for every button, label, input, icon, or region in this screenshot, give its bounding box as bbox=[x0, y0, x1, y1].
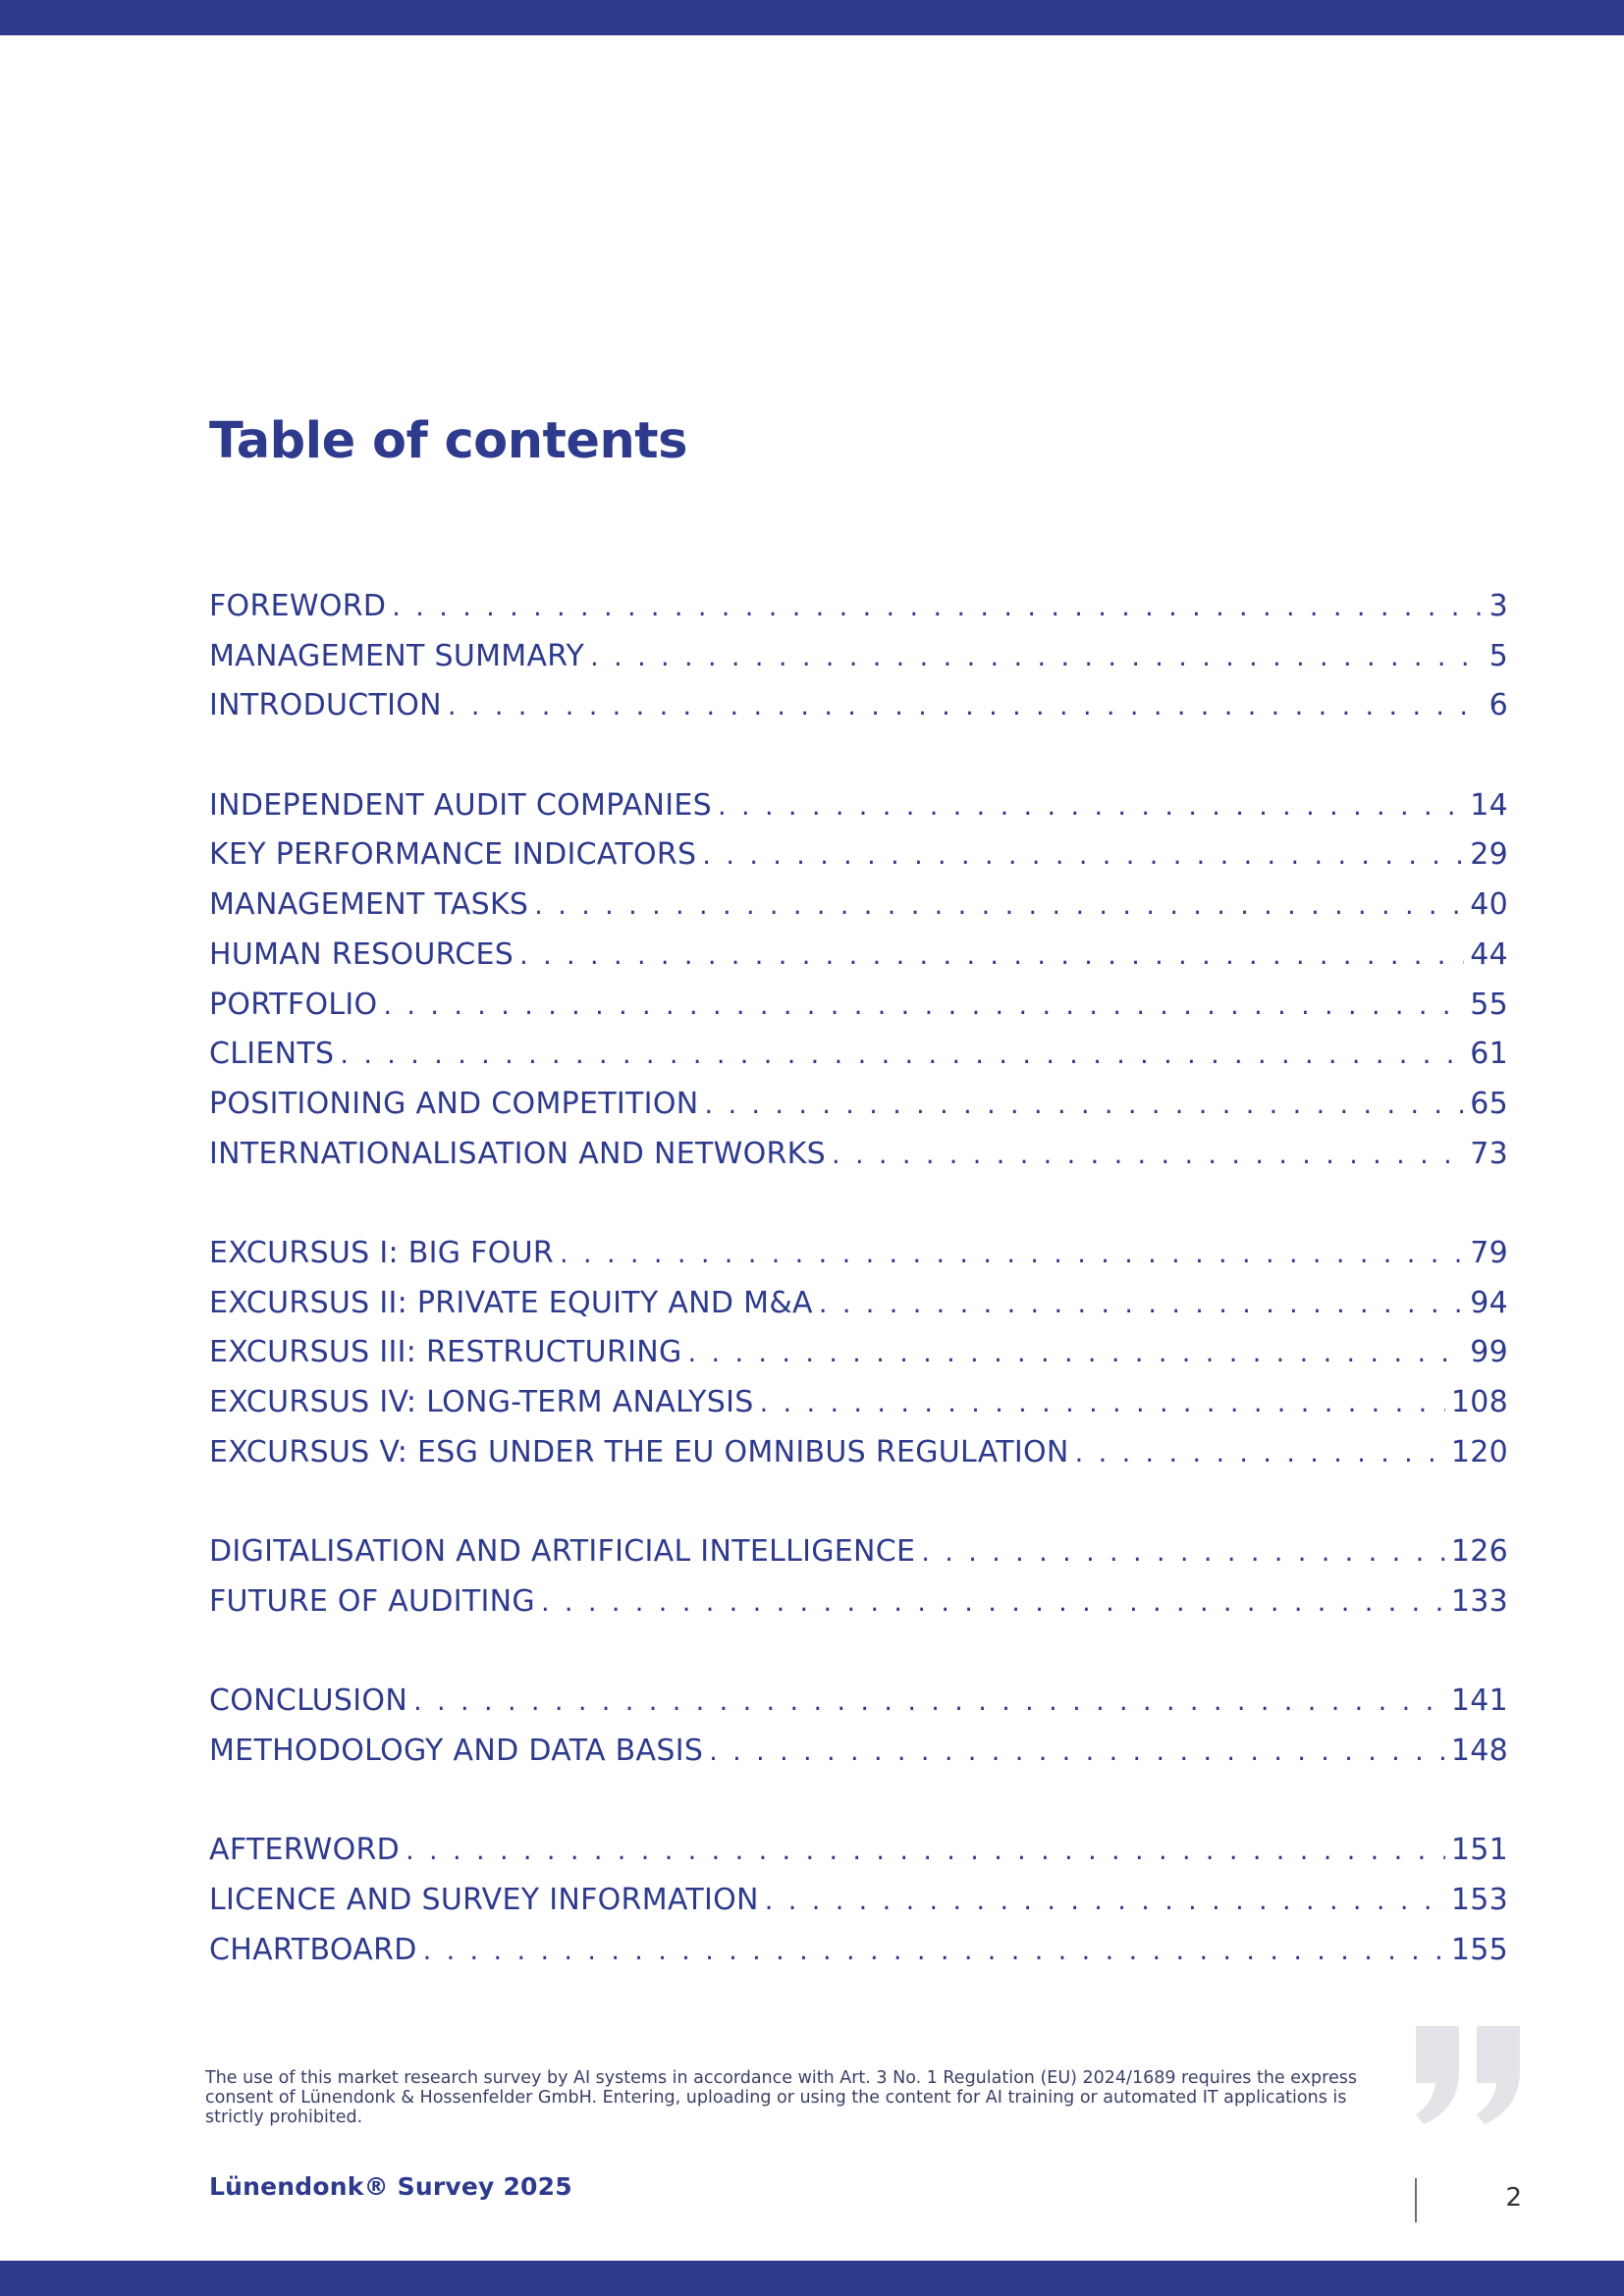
toc-entry-title: KEY PERFORMANCE INDICATORS bbox=[209, 837, 697, 873]
toc-entry[interactable] bbox=[209, 1137, 1508, 1187]
toc-dot-leader bbox=[392, 592, 1483, 622]
toc-dot-leader bbox=[688, 1338, 1465, 1368]
toc-entry-title: POSITIONING AND COMPETITION bbox=[209, 1086, 699, 1121]
toc-entry[interactable] bbox=[209, 589, 1508, 639]
toc-entry-page: 120 bbox=[1450, 1434, 1508, 1469]
toc-entry-page: 94 bbox=[1470, 1285, 1508, 1320]
toc-entry[interactable] bbox=[209, 1833, 1508, 1883]
toc-dot-leader bbox=[406, 1836, 1445, 1866]
bottom-accent-band bbox=[0, 2261, 1624, 2296]
toc-entry-title: DIGITALISATION AND ARTIFICIAL INTELLIGENCE bbox=[209, 1534, 916, 1570]
toc-entry-title: INDEPENDENT AUDIT COMPANIES bbox=[209, 787, 713, 823]
toc-entry-page: 79 bbox=[1470, 1235, 1508, 1270]
toc-dot-leader bbox=[383, 990, 1464, 1021]
toc-entry-title: INTRODUCTION bbox=[209, 688, 442, 723]
toc-entry-page: 6 bbox=[1489, 688, 1508, 723]
toc-entry-title: INTERNATIONALISATION AND NETWORKS bbox=[209, 1136, 826, 1171]
toc-dot-leader bbox=[921, 1537, 1445, 1568]
toc-entry-title: MANAGEMENT TASKS bbox=[209, 887, 529, 923]
toc-entry-page: 151 bbox=[1450, 1833, 1508, 1868]
toc-entry-title: EXCURSUS II: PRIVATE EQUITY AND M&A bbox=[209, 1285, 813, 1320]
quote-mark-left bbox=[1416, 2026, 1459, 2124]
toc-entry-title: PORTFOLIO bbox=[209, 987, 378, 1022]
toc-entry-page: 44 bbox=[1470, 936, 1508, 972]
toc-group-spacer bbox=[209, 1186, 1508, 1236]
toc-dot-leader bbox=[760, 1388, 1445, 1418]
toc-entry[interactable] bbox=[209, 1683, 1508, 1734]
toc-dot-leader bbox=[590, 642, 1483, 672]
toc-entry[interactable] bbox=[209, 988, 1508, 1038]
toc-entry[interactable] bbox=[209, 1385, 1508, 1435]
toc-entry[interactable] bbox=[209, 1286, 1508, 1336]
toc-entry-title: CHARTBOARD bbox=[209, 1932, 417, 1967]
toc-dot-leader bbox=[1075, 1438, 1445, 1468]
toc-entry-page: 73 bbox=[1470, 1136, 1508, 1171]
toc-dot-leader bbox=[560, 1239, 1464, 1269]
toc-entry-title: MANAGEMENT SUMMARY bbox=[209, 638, 585, 673]
toc-dot-leader bbox=[541, 1587, 1445, 1618]
toc-entry-page: 55 bbox=[1470, 987, 1508, 1022]
toc-dot-leader bbox=[448, 691, 1484, 721]
toc-entry-title: FUTURE OF AUDITING bbox=[209, 1583, 535, 1619]
toc-entry-page: 14 bbox=[1470, 787, 1508, 823]
toc-entry-title: EXCURSUS IV: LONG-TERM ANALYSIS bbox=[209, 1385, 754, 1419]
toc-dot-leader bbox=[340, 1040, 1464, 1070]
toc-entry-page: 108 bbox=[1450, 1385, 1508, 1419]
quote-mark-right bbox=[1477, 2026, 1520, 2124]
ai-usage-disclaimer: The use of this market research survey by AI systems in accordance with Art. 3 No. 1 Regulation (EU) 2024/1689 requires the express consent of Lünendonk & Hossenfelder GmbH. Entering, uploading or using the content for AI training or automated IT applications is strictly prohibited. bbox=[205, 2068, 1357, 2127]
toc-dot-leader bbox=[702, 840, 1464, 871]
toc-entry-page: 5 bbox=[1489, 638, 1508, 673]
toc-entry[interactable] bbox=[209, 1734, 1508, 1784]
toc-dot-leader bbox=[519, 940, 1464, 971]
toc-group-spacer bbox=[209, 1633, 1508, 1683]
toc-entry-title: LICENCE AND SURVEY INFORMATION bbox=[209, 1882, 759, 1917]
toc-entry[interactable] bbox=[209, 688, 1508, 738]
toc-entry[interactable] bbox=[209, 1236, 1508, 1286]
toc-entry[interactable] bbox=[209, 1037, 1508, 1087]
toc-entry-page: 65 bbox=[1470, 1086, 1508, 1121]
toc-entry[interactable] bbox=[209, 887, 1508, 937]
toc-entry[interactable] bbox=[209, 837, 1508, 887]
toc-entry[interactable] bbox=[209, 1883, 1508, 1933]
toc-dot-leader bbox=[705, 1090, 1465, 1120]
toc-entry-page: 99 bbox=[1470, 1335, 1508, 1370]
toc-entry-page: 61 bbox=[1470, 1037, 1508, 1072]
toc-entry[interactable] bbox=[209, 1435, 1508, 1485]
toc-entry-title: CLIENTS bbox=[209, 1037, 335, 1072]
toc-entry-page: 155 bbox=[1450, 1932, 1508, 1967]
toc-entry[interactable] bbox=[209, 1584, 1508, 1634]
toc-entry-page: 141 bbox=[1450, 1683, 1508, 1719]
toc-entry-title: AFTERWORD bbox=[209, 1833, 401, 1868]
toc-entry[interactable] bbox=[209, 937, 1508, 988]
toc-entry[interactable] bbox=[209, 1335, 1508, 1385]
toc-entry[interactable] bbox=[209, 1534, 1508, 1584]
toc-entry[interactable] bbox=[209, 1933, 1508, 1983]
toc-entry-title: EXCURSUS V: ESG UNDER THE EU OMNIBUS REGULATION bbox=[209, 1434, 1069, 1469]
toc-group-spacer bbox=[209, 1484, 1508, 1534]
quote-icon bbox=[1410, 2022, 1528, 2126]
toc-dot-leader bbox=[709, 1736, 1445, 1767]
toc-entry-page: 126 bbox=[1450, 1534, 1508, 1570]
toc-entry-title: METHODOLOGY AND DATA BASIS bbox=[209, 1733, 704, 1768]
toc-dot-leader bbox=[765, 1886, 1445, 1916]
toc-entry-page: 3 bbox=[1489, 589, 1508, 623]
table-of-contents bbox=[209, 589, 1508, 1982]
footer-brand: Lünendonk® Survey 2025 bbox=[209, 2172, 572, 2201]
toc-entry-title: EXCURSUS I: BIG FOUR bbox=[209, 1235, 555, 1270]
toc-entry[interactable] bbox=[209, 1087, 1508, 1137]
toc-entry-page: 133 bbox=[1450, 1583, 1508, 1619]
toc-entry-title: EXCURSUS III: RESTRUCTURING bbox=[209, 1335, 682, 1370]
toc-entry-page: 153 bbox=[1450, 1882, 1508, 1917]
toc-entry[interactable] bbox=[209, 639, 1508, 689]
toc-dot-leader bbox=[819, 1289, 1464, 1319]
toc-entry-title: HUMAN RESOURCES bbox=[209, 936, 514, 972]
toc-entry-page: 29 bbox=[1470, 837, 1508, 873]
toc-dot-leader bbox=[718, 791, 1464, 822]
toc-entry-page: 40 bbox=[1470, 887, 1508, 923]
toc-entry-title: CONCLUSION bbox=[209, 1683, 408, 1719]
page-title: Table of contents bbox=[209, 412, 688, 470]
toc-entry[interactable] bbox=[209, 788, 1508, 838]
toc-dot-leader bbox=[413, 1686, 1445, 1717]
toc-entry-page: 148 bbox=[1450, 1733, 1508, 1768]
toc-group-spacer bbox=[209, 738, 1508, 788]
toc-dot-leader bbox=[534, 890, 1464, 921]
toc-dot-leader bbox=[832, 1140, 1464, 1170]
footer-divider bbox=[1415, 2178, 1417, 2222]
toc-group-spacer bbox=[209, 1784, 1508, 1834]
page-number: 2 bbox=[1505, 2183, 1522, 2213]
toc-dot-leader bbox=[423, 1936, 1445, 1966]
top-accent-band bbox=[0, 0, 1624, 35]
toc-entry-title: FOREWORD bbox=[209, 589, 387, 623]
